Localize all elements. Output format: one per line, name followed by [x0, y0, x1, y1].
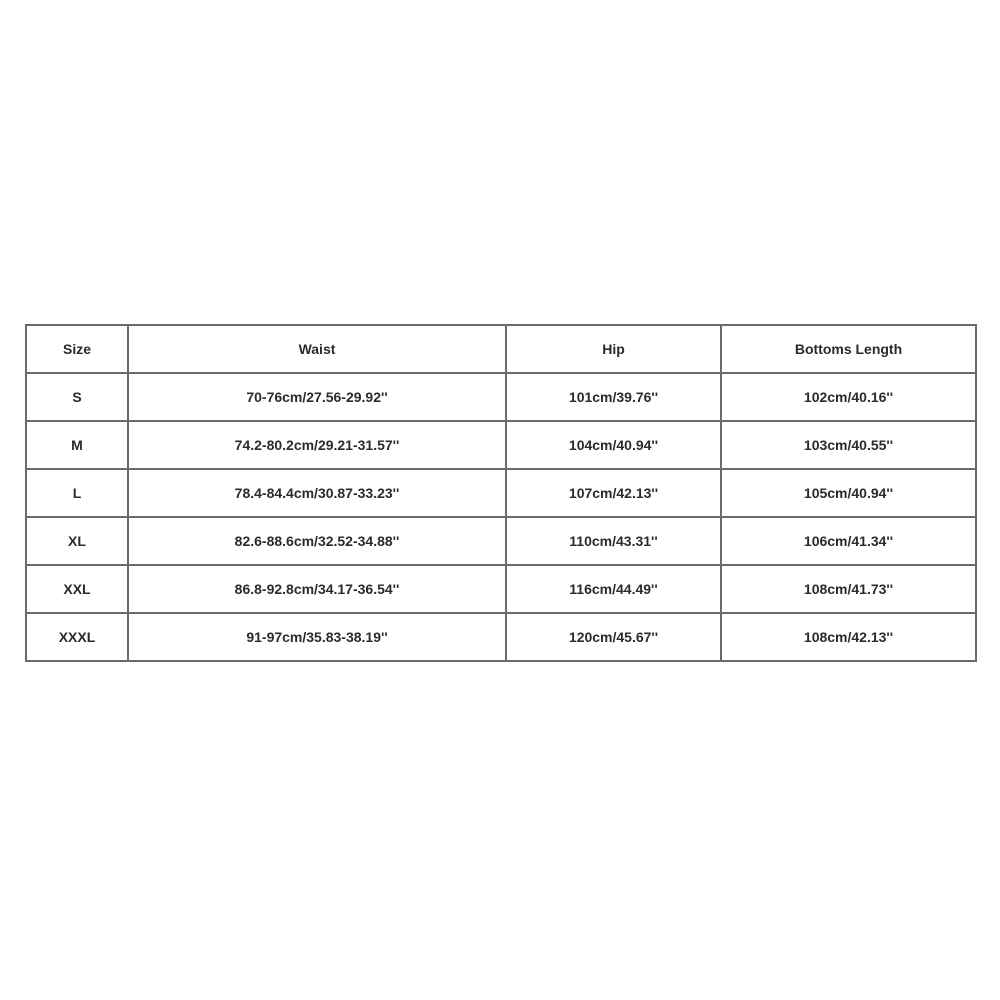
header-hip: Hip	[506, 325, 721, 373]
hip-cell: 104cm/40.94''	[506, 421, 721, 469]
bottoms-length-cell: 106cm/41.34''	[721, 517, 976, 565]
table-row	[26, 613, 976, 661]
table-row	[26, 517, 976, 565]
bottoms-length-cell: 108cm/42.13''	[721, 613, 976, 661]
size-cell: M	[26, 421, 128, 469]
header-bottoms-length: Bottoms Length	[721, 325, 976, 373]
waist-cell: 86.8-92.8cm/34.17-36.54''	[128, 565, 506, 613]
header-waist: Waist	[128, 325, 506, 373]
waist-cell: 91-97cm/35.83-38.19''	[128, 613, 506, 661]
waist-cell: 78.4-84.4cm/30.87-33.23''	[128, 469, 506, 517]
hip-cell: 107cm/42.13''	[506, 469, 721, 517]
waist-cell: 82.6-88.6cm/32.52-34.88''	[128, 517, 506, 565]
hip-cell: 101cm/39.76''	[506, 373, 721, 421]
waist-cell: 74.2-80.2cm/29.21-31.57''	[128, 421, 506, 469]
size-cell: L	[26, 469, 128, 517]
bottoms-length-cell: 105cm/40.94''	[721, 469, 976, 517]
hip-cell: 110cm/43.31''	[506, 517, 721, 565]
bottoms-length-cell: 108cm/41.73''	[721, 565, 976, 613]
size-cell: S	[26, 373, 128, 421]
header-size: Size	[26, 325, 128, 373]
table-row	[26, 421, 976, 469]
table-row	[26, 373, 976, 421]
table-row	[26, 469, 976, 517]
bottoms-length-cell: 102cm/40.16''	[721, 373, 976, 421]
size-chart-table	[25, 324, 977, 662]
size-cell: XL	[26, 517, 128, 565]
hip-cell: 116cm/44.49''	[506, 565, 721, 613]
size-cell: XXL	[26, 565, 128, 613]
table-header-row	[26, 325, 976, 373]
hip-cell: 120cm/45.67''	[506, 613, 721, 661]
waist-cell: 70-76cm/27.56-29.92''	[128, 373, 506, 421]
bottoms-length-cell: 103cm/40.55''	[721, 421, 976, 469]
table-row	[26, 565, 976, 613]
size-cell: XXXL	[26, 613, 128, 661]
